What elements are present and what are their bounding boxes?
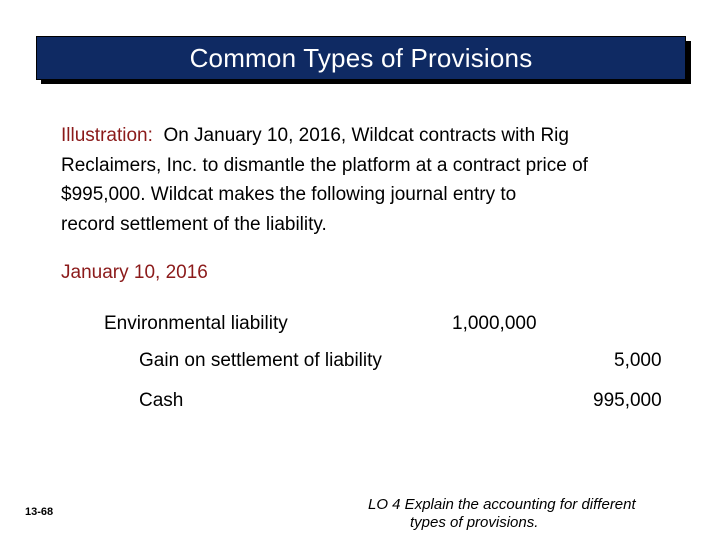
credit-account-gain: Gain on settlement of liability <box>139 350 382 371</box>
title-bar <box>36 36 686 80</box>
credit-amount-gain: 5,000 <box>614 350 662 371</box>
illustration-line-3: $995,000. Wildcat makes the following journal entry to <box>61 184 517 205</box>
illustration-label: Illustration: <box>61 125 153 146</box>
learning-objective-line-2: types of provisions. <box>410 514 539 531</box>
entry-date-heading: January 10, 2016 <box>61 262 208 283</box>
debit-account: Environmental liability <box>104 313 288 334</box>
slide-number: 13-68 <box>25 506 54 518</box>
credit-amount-cash: 995,000 <box>593 390 662 411</box>
illustration-line-1 <box>61 121 661 151</box>
learning-objective-line-1: LO 4 Explain the accounting for different <box>368 496 636 513</box>
illustration-line-2: Reclaimers, Inc. to dismantle the platform at a contract price of <box>61 154 588 176</box>
illustration-paragraph <box>61 121 661 239</box>
credit-account-cash: Cash <box>139 390 184 411</box>
slide-title: Common Types of Provisions <box>189 42 533 73</box>
debit-amount: 1,000,000 <box>452 313 537 334</box>
learning-objective <box>368 496 698 532</box>
illustration-text-1: On January 10, 2016, Wildcat contracts with Rig <box>163 125 569 146</box>
illustration-line-4: record settlement of the liability. <box>61 213 327 235</box>
